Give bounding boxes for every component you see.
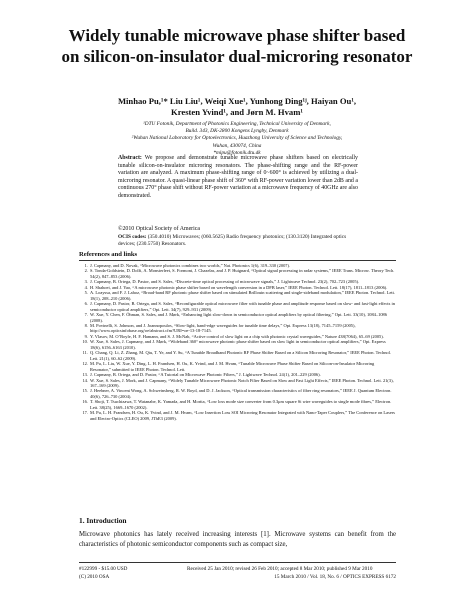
footer-divider: [79, 562, 396, 563]
reference-text: H. Shahoei, and J. Yao, “A microwave photonic phase shifter based on wavelength conversion in a DFB laser,” IEEE Photon. Technol. Lett. 18(17), 1811–1813 (2006).: [90, 284, 388, 290]
reference-text: J. Capmany, D. Pastor, B. Ortega, and S. Sales, “Reconfigurable optical microwave filter with tunable phase and amplitude response based on slow- and fast-light effects in semiconductor optical amplifiers,” Opt. Lett. 34(7), 929–931 (2009).: [90, 301, 395, 312]
reference-text: J. Capmany, B. Ortega, and D. Pastor, “A Tutorial on Microwave Photonic Filters,” J. Lightwave Technol. 24(1), 201–229 (2006).: [90, 372, 321, 378]
reference-item: [79, 388, 396, 399]
ocis-codes: [118, 234, 358, 248]
reference-number: 10.: [82, 339, 88, 345]
affiliation-line: Wuhan, 430074, China: [212, 142, 262, 149]
abstract-label: Abstract:: [118, 155, 142, 161]
reference-item: [79, 361, 396, 372]
author-list: [80, 96, 394, 118]
authors-line-1: Minhao Pu,¹* Liu Liu¹, Weiqi Xue¹, Yunhong Ding¹ʲ, Haiyan Ou¹,: [117, 96, 357, 106]
reference-text: J. Heebner, A. Vincent Wong, A. Schweinsberg, R. W. Boyd, and D. J. Jackson, “Optical transmission characteristics of fiber ring resonators,” IEEE J. Quantum Electron. 40(6), 726–730 (2004).: [90, 388, 392, 399]
paper-title: [40, 25, 434, 67]
reference-item: [79, 312, 396, 323]
reference-item: [79, 290, 396, 301]
reference-item: [79, 378, 396, 389]
reference-item: [79, 399, 396, 410]
reference-text: T. Shoji, T. Tsuchizawa, T. Watanabe, K. Yamada, and H. Morita, “Low loss mode size converter from 0.3μm square Si wire waveguides to single mode fibres,” Electron. Lett. 38(25), 1669–1670 (2002).: [90, 399, 392, 410]
reference-number: 2.: [84, 268, 88, 274]
reference-number: 13.: [82, 372, 88, 378]
title-line-1: Widely tunable microwave phase shifter based: [68, 26, 406, 45]
reference-text: M. Pu, L. H. Frandsen, H. Ou, K. Yvind, and J. M. Hvam, “Low Insertion Loss SOI Microring Resonator Integrated with Nano-Taper Couplers,” The Conference on Lasers and Electro-Optics (CLEO) 2009, JThE3 (2009).: [90, 410, 395, 421]
reference-item: [79, 410, 396, 421]
abstract-text: We propose and demonstrate tunable microwave phase shifters based on electrically tunable silicon-on-insulator microring resonators. The phase-shifting range and the RF-power variation are analyzed. A maximum phase-shifting range of 0~600° is achieved by utilizing a dual-microring resonator. A quasi-linear phase shift of 360° with RF-power variation lower than 2dB and a continuous 270° phase shift without RF-power variation at a microwave frequency of 40GHz are also demonstrated.: [118, 155, 358, 199]
reference-text: J. Capmany, B. Ortega, D. Pastor, and S. Sales, “Discrete-time optical processing of microwave signals,” J. Lightwave Technol. 23(2), 702–723 (2005).: [90, 279, 360, 285]
affiliations: [90, 121, 384, 157]
reference-item: [79, 339, 396, 350]
references-heading: References and links: [79, 251, 138, 258]
reference-number: 15.: [82, 388, 88, 394]
reference-text: M. Pu, L. Liu, W. Xue, Y. Ding, L. H. Frandsen, H. Ou, K. Yvind, and J. M. Hvam, “Tunable Microwave Phase Shifter Based on Silicon-on-Insulator Microring Resonator,” submitted to IEEE Photon. Technol. Lett.: [90, 361, 375, 372]
affiliation-line: ²Wuhan National Laboratory for Optoelectronics, Huazhong University of Science and Technology,: [131, 135, 343, 142]
reference-text: W. Xue, S. Sales, J. Mork, and J. Capmany, “Widely Tunable Microwave Photonic Notch Filter Based on Slow and Fast Light Effects,” IEEE Photon. Technol. Lett. 21(3), 167–169 (2009).: [90, 377, 394, 388]
copyright-notice: ©2010 Optical Society of America: [118, 226, 201, 232]
reference-number: 3.: [84, 279, 88, 285]
author-email: *mipu@fotonik.dtu.dk: [213, 149, 261, 156]
reference-number: 14.: [82, 377, 88, 383]
reference-text: Y. Vlasov, M. O’Boyle, H. F. Hamann, and S. J. McNab, “Active control of slow light on a chip with photonic crystal waveguides,” Nature 438(7064), 65–69 (2005).: [90, 333, 384, 339]
osa-copyright: (C) 2010 OSA: [79, 574, 110, 580]
publication-history: Received 25 Jan 2010; revised 26 Feb 2010; accepted 8 Mar 2010; published 9 Mar 2010: [187, 566, 373, 572]
affiliation-line: Build. 343, DK-2800 Kongens Lyngby, Denmark: [185, 128, 289, 135]
reference-number: 4.: [84, 284, 88, 290]
reference-number: 11.: [82, 350, 88, 356]
reference-number: 17.: [82, 410, 88, 416]
reference-number: 12.: [82, 361, 88, 367]
references-list: [79, 263, 396, 421]
footer-row-2: [79, 574, 396, 581]
reference-item: [79, 268, 396, 279]
title-line-2: on silicon-on-insulator dual-microring resonator: [61, 47, 413, 66]
intro-paragraph: Microwave photonics has lately received increasing interests [1]. Microwave systems can benefit from the characteristics of photonic semiconductor components such as compact size,: [79, 531, 396, 548]
ocis-text: (350.4010) Microwaves; (060.5625) Radio frequency photonics; (130.3120) Integrated optics devices; (230.5750) Resonators.: [118, 234, 347, 248]
journal-citation: 15 March 2010 / Vol. 18, No. 6 / OPTICS EXPRESS 6172: [274, 574, 396, 580]
reference-number: 6.: [84, 301, 88, 307]
reference-text: Q. Chang, Q. Li, Z. Zhang, M. Qiu, T. Ye, and Y. Su, “A Tunable Broadband Photonic RF Phase Shifter Based on a Silicon Microring Resonator,” IEEE Photon. Technol. Lett. 21(1), 60–62 (2009).: [90, 350, 391, 361]
reference-item: [79, 350, 396, 361]
ocis-label: OCIS codes:: [118, 234, 147, 240]
article-id: #122999 - $15.00 USD: [79, 566, 128, 572]
reference-text: A. Loayssa, and F. J. Lahoz, “Broad-band RF photonic phase shifter based on stimulated Brillouin scattering and single-sideband modulation,” IEEE Photon. Technol. Lett. 18(1), 208–210 (2006).: [90, 290, 396, 301]
reference-number: 16.: [82, 399, 88, 405]
reference-text: J. Capmany, and D. Novak, “Microwave photonics combines two worlds,” Nat. Photonics 1(6), 319–330 (2007).: [90, 263, 291, 268]
reference-number: 9.: [84, 333, 88, 339]
reference-number: 7.: [84, 312, 88, 318]
reference-text: M. Povinelli, S. Johnson, and J. Joannopoulos, “Slow-light, band-edge waveguides for tunable time delays,” Opt. Express 13(18), 7145–7159 (2005), http://www.opticsinfobase.org/oe/abstract.cfm?URI=oe-13-18-7145.: [90, 322, 356, 334]
reference-item: [79, 323, 396, 334]
footer-row-1: [79, 566, 396, 573]
reference-number: 5.: [84, 290, 88, 296]
affiliation-line: ¹DTU Fotonik, Department of Photonics Engineering, Technical University of Denmark,: [143, 121, 331, 127]
section-heading: 1. Introduction: [79, 516, 127, 525]
reference-text: S. Tonda-Goldstein, D. Dolfi, A. Monsterleet, S. Formont, J. Chazelas, and J. P. Huignard, “Optical signal processing in radar systems,” IEEE Trans. Microw. Theory Tech. 54(2), 847–853 (2006).: [90, 268, 395, 279]
reference-text: W. Xue, S. Sales, J. Capmany, and J. Mørk, “Wideband 360° microwave photonic phase shifter based on slow light in semiconductor optical amplifiers,” Opt. Express 18(6), 6156–6163 (2010).: [90, 339, 386, 350]
authors-line-2: Kresten Yvind¹, and Jørn M. Hvam¹: [171, 107, 303, 117]
reference-number: 8.: [84, 322, 88, 328]
reference-number: 1.: [84, 263, 88, 268]
abstract: [118, 155, 358, 201]
reference-item: [79, 301, 396, 312]
references-divider: [79, 260, 396, 261]
reference-text: W. Xue, Y. Chen, F. Öhman, S. Sales, and J. Mørk, “Enhancing light slow-down in semiconductor optical amplifiers by optical filtering,” Opt. Lett. 33(10), 1084–1086 (2008).: [90, 312, 387, 323]
